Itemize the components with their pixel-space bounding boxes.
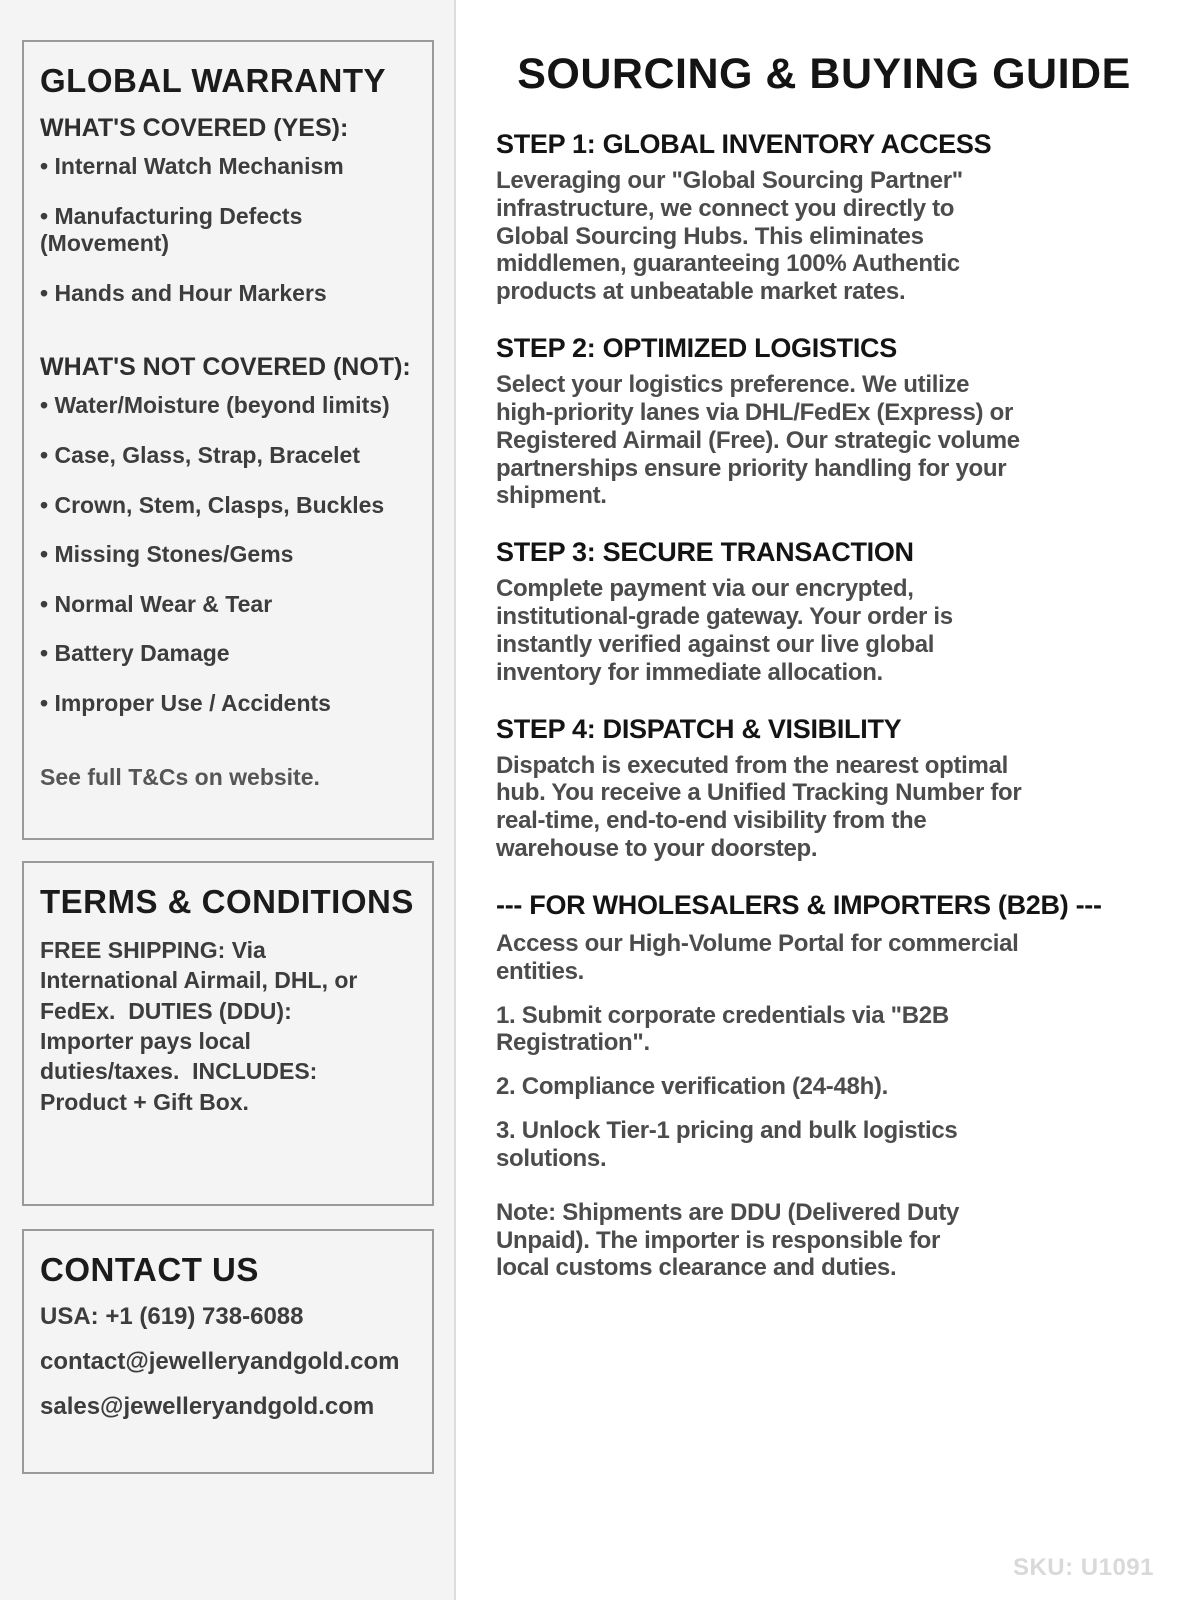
covered-item: • Manufacturing Defects (Movement) — [40, 203, 416, 258]
contact-email: contact@jewelleryandgold.com — [40, 1348, 400, 1375]
page-title: SOURCING & BUYING GUIDE — [517, 50, 1131, 98]
step-2-heading: STEP 2: OPTIMIZED LOGISTICS — [496, 333, 897, 364]
not-covered-item: • Crown, Stem, Clasps, Buckles — [40, 492, 416, 520]
contact-phone: USA: +1 (619) 738-6088 — [40, 1303, 304, 1330]
step-4-heading: STEP 4: DISPATCH & VISIBILITY — [496, 713, 902, 744]
main-column — [456, 0, 1200, 1600]
b2b-heading: --- FOR WHOLESALERS & IMPORTERS (B2B) --- — [496, 889, 1102, 920]
step-4-section — [496, 714, 1152, 863]
sidebar — [0, 0, 456, 1600]
covered-heading: WHAT'S COVERED (YES): — [40, 114, 349, 142]
terms-body: FREE SHIPPING: Via International Airmail, DHL, or FedEx. DUTIES (DDU): Importer pays local duties/taxes. INCLUDES: Product + Gift Box. — [40, 937, 364, 1115]
contact-card — [22, 1229, 434, 1474]
covered-list — [40, 153, 416, 307]
b2b-item-3: 3. Unlock Tier-1 pricing and bulk logistics solutions. — [496, 1117, 958, 1172]
b2b-section — [496, 890, 1152, 1282]
step-2-section — [496, 333, 1152, 510]
b2b-item-1: 1. Submit corporate credentials via "B2B Registration". — [496, 1001, 949, 1057]
not-covered-item: • Normal Wear & Tear — [40, 591, 416, 619]
step-3-heading: STEP 3: SECURE TRANSACTION — [496, 537, 914, 568]
b2b-item-2: 2. Compliance verification (24-48h). — [496, 1073, 888, 1101]
step-1-heading: STEP 1: GLOBAL INVENTORY ACCESS — [496, 129, 992, 159]
b2b-note: Note: Shipments are DDU (Delivered Duty Unpaid). The importer is responsible for local customs clearance and duties. — [496, 1198, 960, 1282]
contact-title: CONTACT US — [40, 1251, 259, 1288]
warranty-title: GLOBAL WARRANTY — [40, 62, 387, 99]
step-1-body: Leveraging our "Global Sourcing Partner" infrastructure, we connect you directly to Global Sourcing Hubs. This eliminates middlemen, guaranteeing 100% Authentic products at unbeatable market rates. — [496, 167, 963, 306]
terms-title: TERMS & CONDITIONS — [40, 883, 414, 920]
sku-label: SKU: U1091 — [1012, 1554, 1154, 1581]
b2b-intro: Access our High-Volume Portal for commercial entities. — [496, 929, 1019, 985]
not-covered-heading: WHAT'S NOT COVERED (NOT): — [40, 353, 411, 382]
step-4-body: Dispatch is executed from the nearest optimal hub. You receive a Unified Tracking Number for real-time, end-to-end visibility from the warehouse to your doorstep. — [496, 751, 1022, 863]
step-3-body: Complete payment via our encrypted, institutional-grade gateway. Your order is instantly verified against our live global inventory for immediate allocation. — [496, 575, 953, 686]
terms-card — [22, 861, 434, 1206]
covered-item: • Hands and Hour Markers — [40, 280, 416, 308]
not-covered-item: • Improper Use / Accidents — [40, 690, 416, 718]
step-3-section — [496, 537, 1152, 686]
contact-sales-email: sales@jewelleryandgold.com — [40, 1393, 375, 1420]
not-covered-list — [40, 392, 416, 717]
not-covered-item: • Battery Damage — [40, 640, 416, 668]
step-2-body: Select your logistics preference. We utilize high-priority lanes via DHL/FedEx (Express) or Registered Airmail (Free). Our strategic volume partnerships ensure priority handling for your shipment. — [496, 371, 1020, 510]
step-1-section — [496, 129, 1152, 306]
global-warranty-card — [22, 40, 434, 840]
warranty-footnote: See full T&Cs on website. — [40, 763, 320, 790]
covered-item: • Internal Watch Mechanism — [40, 153, 416, 181]
not-covered-item: • Water/Moisture (beyond limits) — [40, 392, 416, 420]
not-covered-item: • Missing Stones/Gems — [40, 541, 416, 569]
not-covered-item: • Case, Glass, Strap, Bracelet — [40, 442, 416, 470]
